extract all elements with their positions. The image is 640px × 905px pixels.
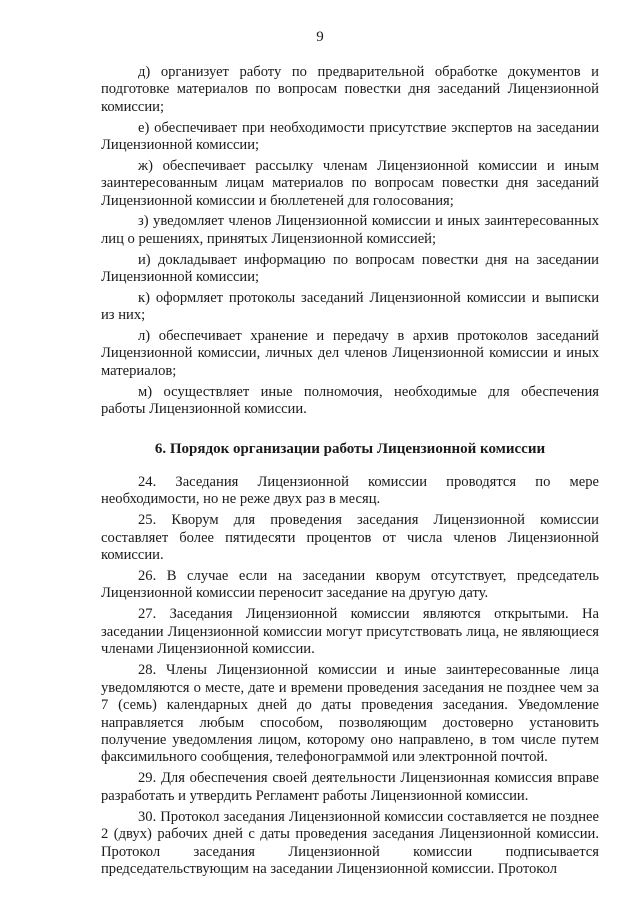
- paragraph-27: 27. Заседания Лицензионной комиссии являются открытыми. На заседании Лицензионной комиссии могут присутствовать лица, не являющиеся членами Лицензионной комиссии.: [101, 606, 599, 658]
- paragraph-30: 30. Протокол заседания Лицензионной комиссии составляется не позднее 2 (двух) рабочих дней с даты проведения заседания Лицензионной комиссии. Протокол заседания Лицензионной комиссии подписывается председательствующим на заседании Лицензионной комиссии. Протокол: [101, 808, 599, 877]
- list-item-d: д) организует работу по предварительной обработке документов и подготовке материалов по вопросам повестки дня заседаний Лицензионной комиссии;: [101, 64, 599, 115]
- list-item-z: з) уведомляет членов Лицензионной комиссии и иных заинтересованных лиц о решениях, принятых Лицензионной комиссией;: [101, 213, 599, 247]
- paragraph-28: 28. Члены Лицензионной комиссии и иные заинтересованные лица уведомляются о месте, дате и времени проведения заседания не позднее чем за 7 (семь) календарных дней до даты проведения заседания. Уведомление направляется любым способом, позволяющим достоверно установить получение уведомления лицом, которому оно направлено, в том числе путем факсимильного сообщения, телефонограммой или электронной почтой.: [101, 662, 599, 766]
- list-item-zh: ж) обеспечивает рассылку членам Лицензионной комиссии и иным заинтересованным лицам материалов по вопросам повестки дня заседаний Лицензионной комиссии и бюллетеней для голосования;: [101, 157, 599, 209]
- paragraph-26: 26. В случае если на заседании кворум отсутствует, председатель Лицензионной комиссии переносит заседание на другую дату.: [101, 568, 599, 602]
- paragraph-25: 25. Кворум для проведения заседания Лицензионной комиссии составляет более пятидесяти процентов от числа членов Лицензионной комиссии.: [101, 512, 599, 564]
- list-item-i: и) докладывает информацию по вопросам повестки дня на заседании Лицензионной комиссии;: [101, 251, 599, 286]
- list-item-l: л) обеспечивает хранение и передачу в архив протоколов заседаний Лицензионной комиссии, личных дел членов Лицензионной комиссии и иных материалов;: [101, 328, 599, 379]
- paragraph-29: 29. Для обеспечения своей деятельности Лицензионная комиссия вправе разработать и утвердить Регламент работы Лицензионной комиссии.: [101, 770, 599, 804]
- section-6-body: [101, 474, 599, 879]
- section-heading: 6. Порядок организации работы Лицензионной комиссии: [154, 441, 546, 458]
- list-item-k: к) оформляет протоколы заседаний Лицензионной комиссии и выписки из них;: [101, 289, 599, 324]
- paragraph-24: 24. Заседания Лицензионной комиссии проводятся по мере необходимости, но не реже двух раз в месяц.: [101, 473, 599, 508]
- list-item-e: е) обеспечивает при необходимости присутствие экспертов на заседании Лицензионной комиссии;: [101, 119, 599, 154]
- page-number: 9: [316, 29, 324, 45]
- document-body: [101, 64, 599, 882]
- list-item-m: м) осуществляет иные полномочия, необходимые для обеспечения работы Лицензионной комиссии.: [101, 383, 599, 418]
